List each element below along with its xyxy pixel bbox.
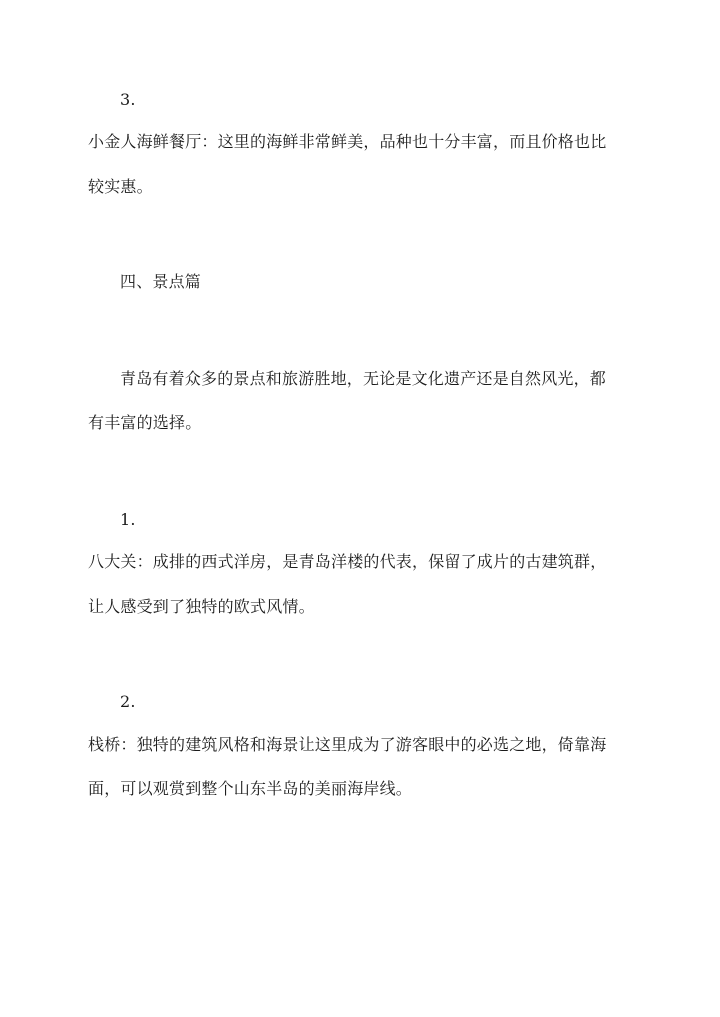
attraction-item-1-line-2: 让人感受到了独特的欧式风情。 [88,597,315,616]
restaurant-description-line-1: 小金人海鲜餐厅：这里的海鲜非常鲜美，品种也十分丰富，而且价格也比 [88,132,607,151]
attraction-item-1-line-1: 八大关：成排的西式洋房，是青岛洋楼的代表，保留了成片的古建筑群， [88,552,607,571]
attraction-item-1-number: 1. [120,510,136,529]
attraction-item-2-line-1: 栈桥：独特的建筑风格和海景让这里成为了游客眼中的必选之地，倚靠海 [88,735,607,754]
section-heading-attractions: 四、景点篇 [120,272,202,291]
restaurant-item-number: 3. [120,90,136,109]
restaurant-description-line-2: 较实惠。 [88,177,153,196]
attraction-item-2-number: 2. [120,692,136,711]
attraction-item-2-line-2: 面，可以观赏到整个山东半岛的美丽海岸线。 [88,779,413,798]
attractions-intro-line-2: 有丰富的选择。 [88,413,202,432]
attractions-intro-line-1: 青岛有着众多的景点和旅游胜地，无论是文化遗产还是自然风光，都 [120,369,607,388]
